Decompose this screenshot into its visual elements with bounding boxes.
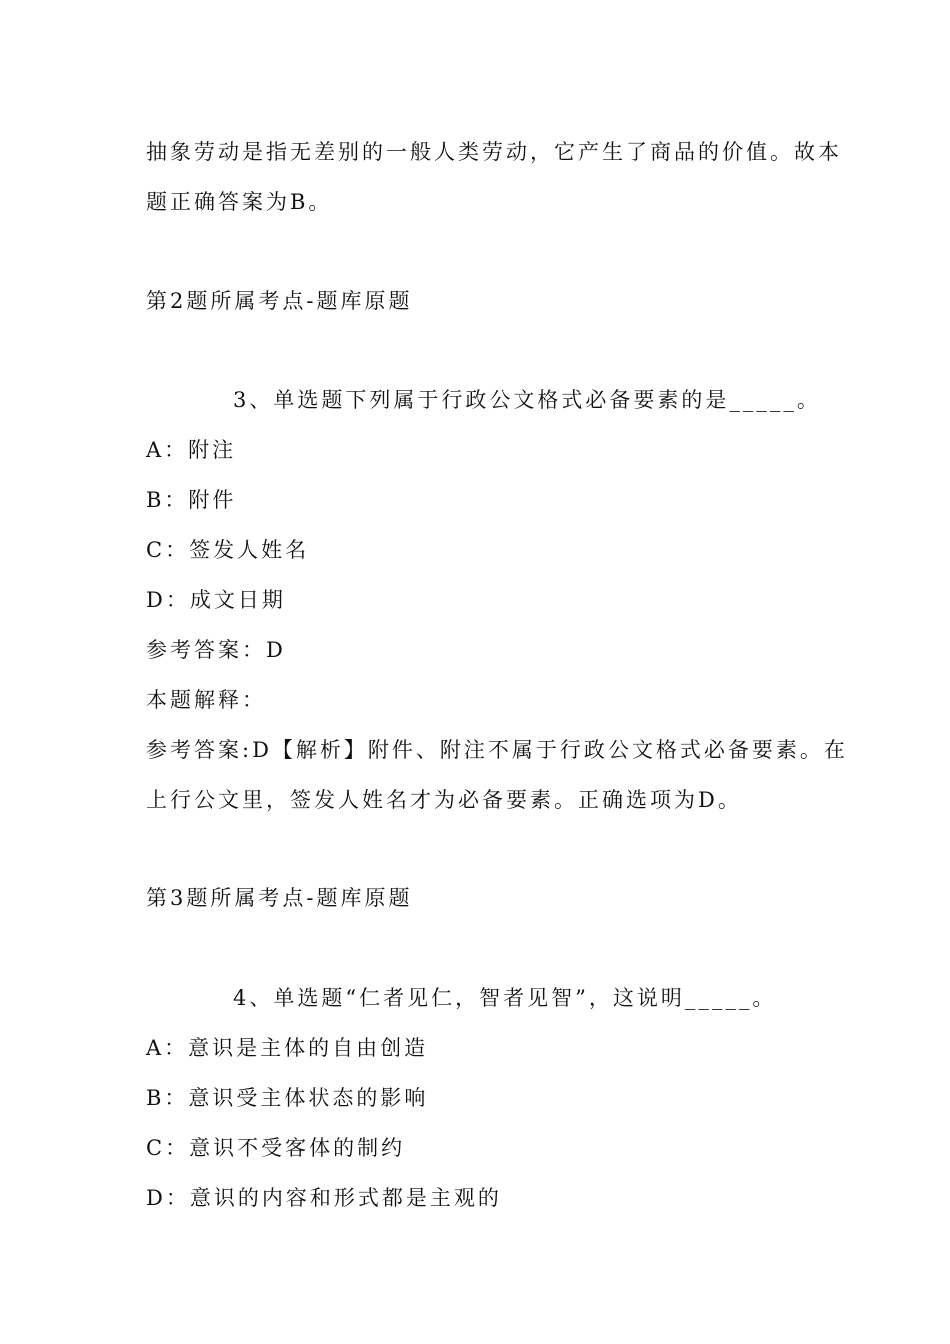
question-3-explanation-line-2: 上行公文里，签发人姓名才为必备要素。正确选项为D。 — [146, 788, 742, 812]
question-3-option-d: D：成文日期 — [146, 588, 286, 612]
question-3-explanation-line-1: 参考答案:D【解析】附件、附注不属于行政公文格式必备要素。在 — [146, 738, 848, 762]
question-4-option-d: D：意识的内容和形式都是主观的 — [146, 1186, 502, 1210]
topic-label-q2: 第2题所属考点-题库原题 — [146, 289, 413, 313]
topic-label-q3: 第3题所属考点-题库原题 — [146, 886, 413, 910]
question-3-option-a: A：附注 — [146, 438, 237, 462]
question-3-stem: 3、单选题下列属于行政公文格式必备要素的是_____。 — [233, 388, 821, 412]
prev-explanation-line-2: 题正确答案为B。 — [146, 190, 333, 214]
question-3-explanation-label: 本题解释： — [146, 688, 266, 712]
prev-explanation-line-1: 抽象劳动是指无差别的一般人类劳动，它产生了商品的价值。故本 — [146, 140, 842, 164]
question-4-option-a: A：意识是主体的自由创造 — [146, 1036, 429, 1060]
question-4-stem: 4、单选题“仁者见仁，智者见智”，这说明_____。 — [233, 986, 777, 1010]
question-3-option-c: C：签发人姓名 — [146, 538, 310, 562]
question-4-option-b: B：意识受主体状态的影响 — [146, 1086, 429, 1110]
question-3-answer: 参考答案：D — [146, 638, 286, 662]
question-4-option-c: C：意识不受客体的制约 — [146, 1136, 406, 1160]
question-3-option-b: B：附件 — [146, 488, 237, 512]
